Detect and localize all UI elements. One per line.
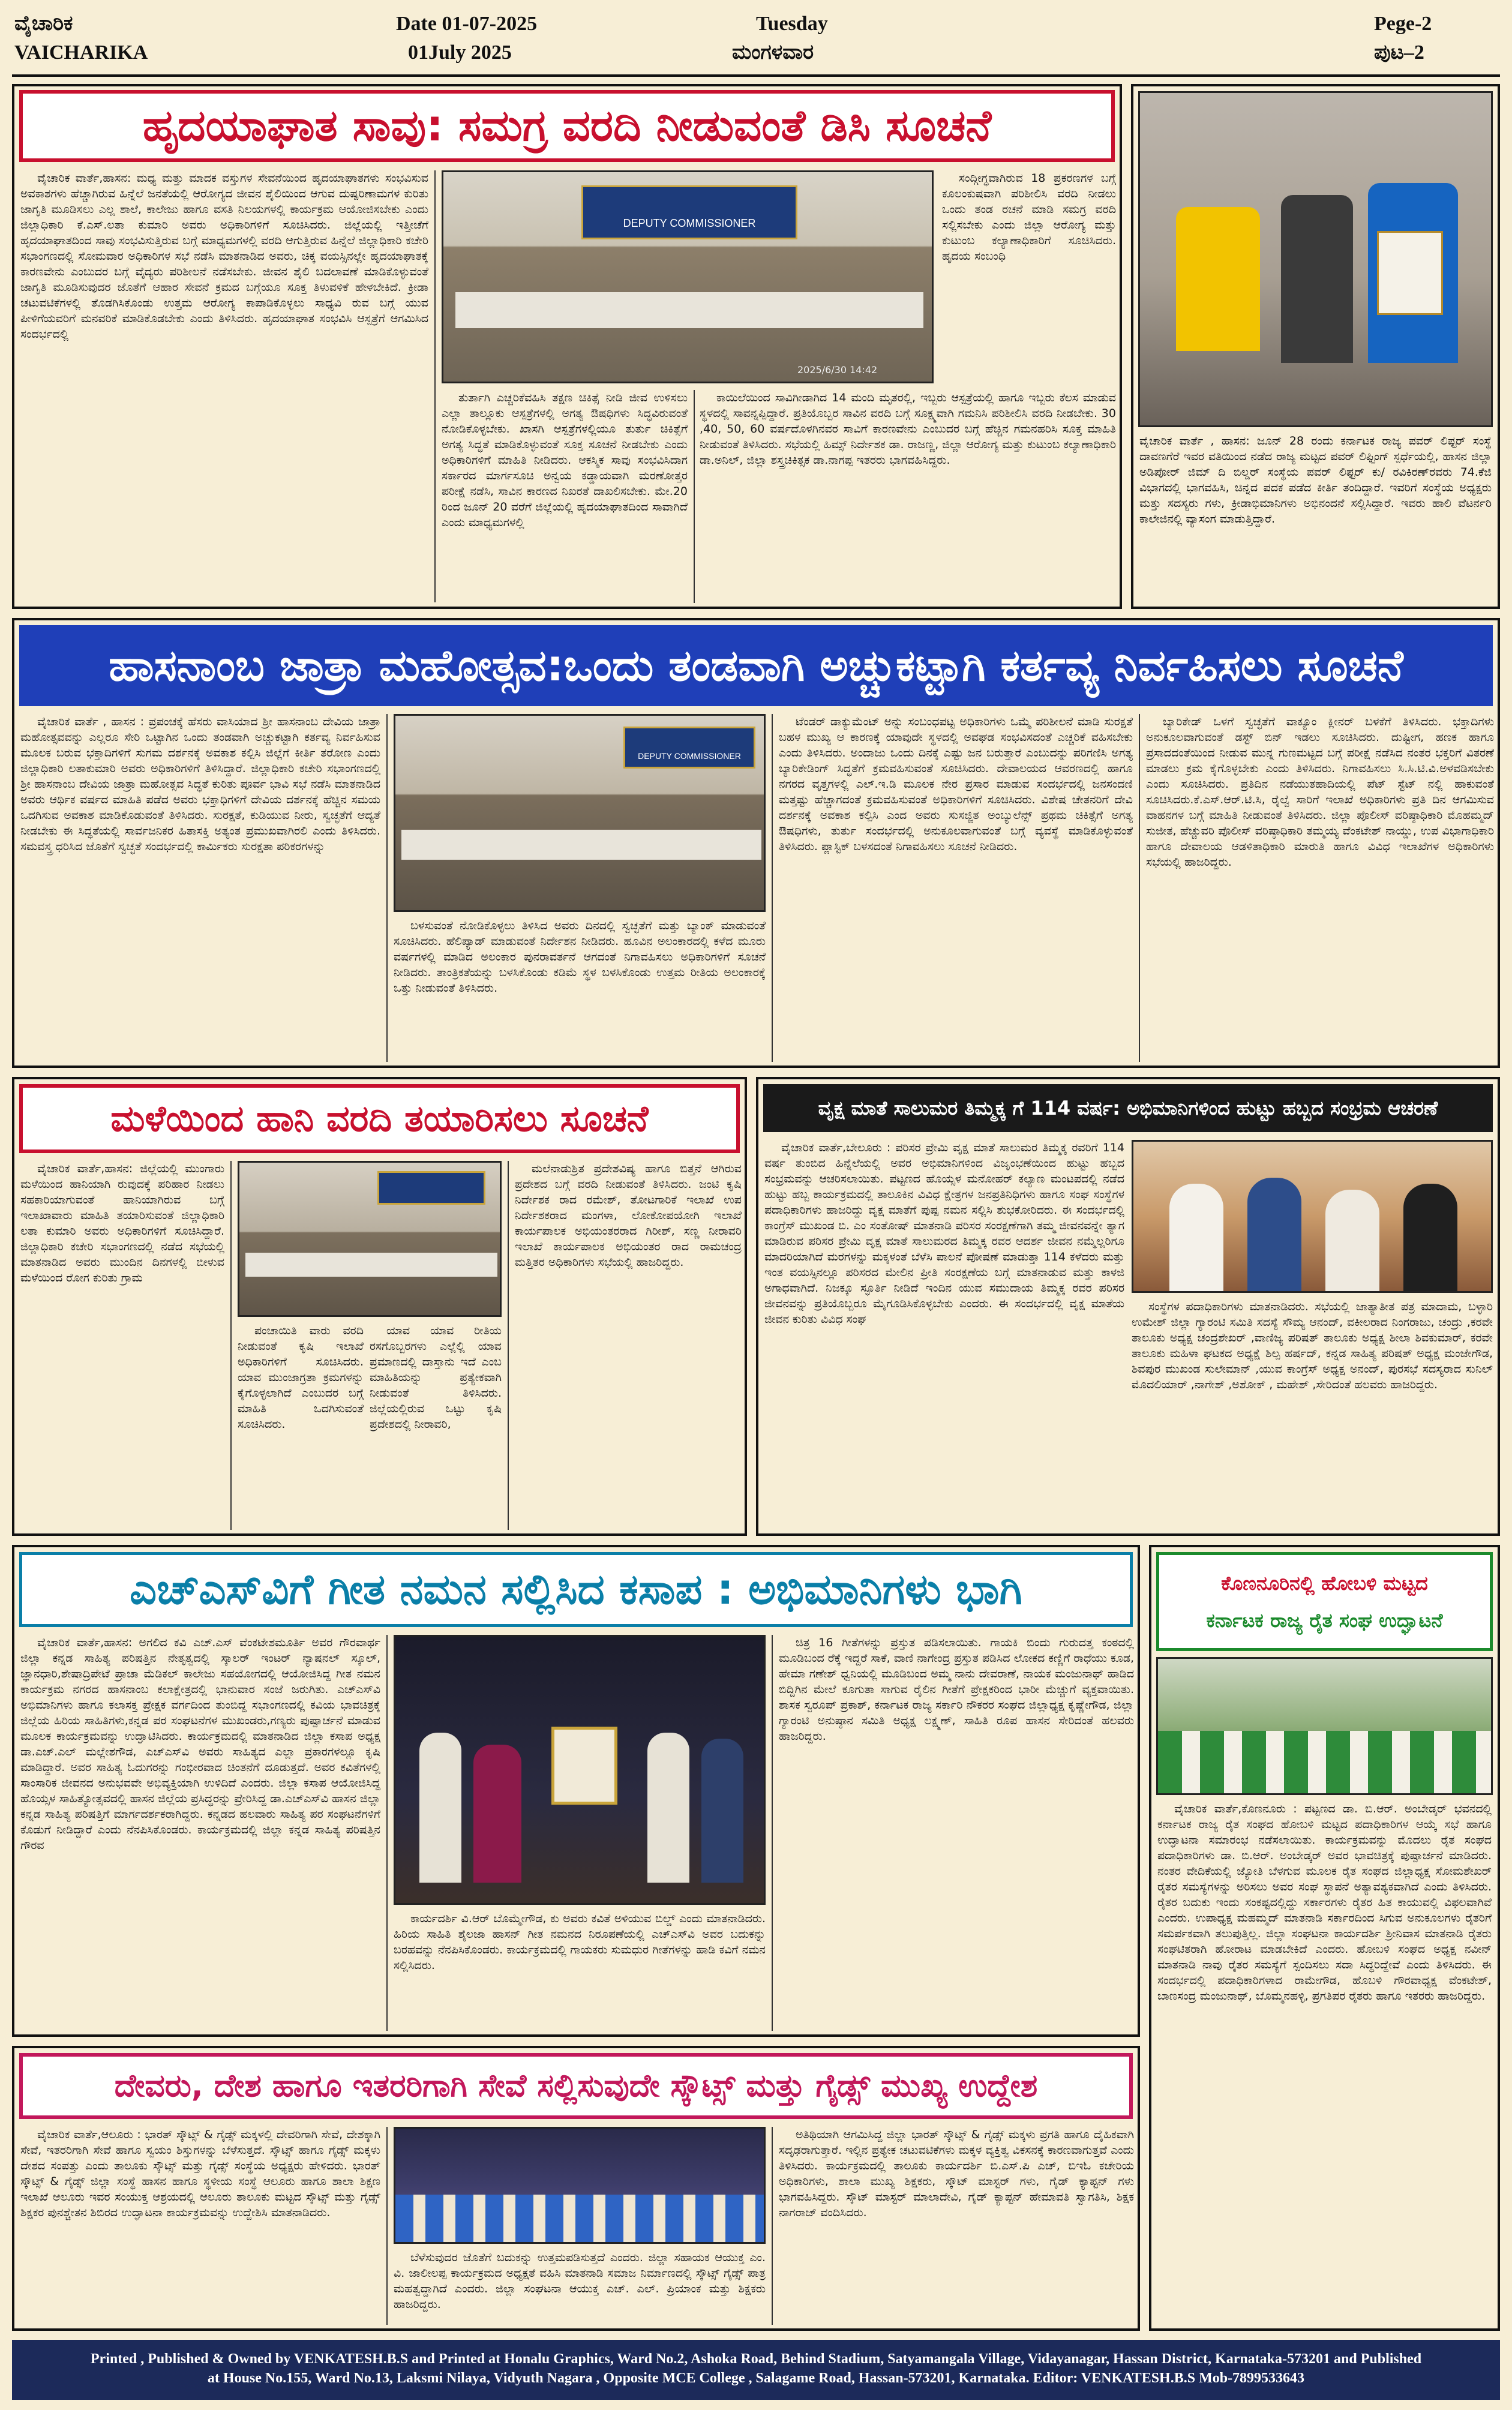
article-body bbox=[779, 1635, 1134, 2031]
headline-hsv-tribute: ಎಚ್‌ಎಸ್‌ವಿಗೆ ಗೀತ ನಮನ ಸಲ್ಲಿಸಿದ ಕಸಾಪ : ಅಭಿಮಾನಿಗಳು ಭಾಗಿ bbox=[19, 1552, 1133, 1627]
day-english: Tuesday bbox=[756, 13, 828, 35]
column-divider bbox=[230, 1161, 232, 1530]
photo-tribute-stage bbox=[394, 1635, 766, 1905]
article-text: ಕಾರ್ಯದರ್ಶಿ ವಿ.ಆರ್ ಬೊಮ್ಮೇಗೌಡ, ಕು ಅವರು ಕವಿತೆ ಅಳಿಯುವ ಬಿಲ್ಡ್ ಎಂದು ಮಾತನಾಡಿದರು. ಹಿರಿಯ ಸಾಹಿತಿ ಶೈಲಜಾ ಹಾಸನ್ ಗೀತ ನಮನದ ನಿರೂಪಣೆಯಲ್ಲಿ ಎಚ್‌ಎಸ್‌ವಿ ಅವರ ಬದುಕನ್ನು ಬರಹವನ್ನು ನೆನಪಿಸಿಕೊಂಡರು. ಕಾರ್ಯಕ್ರಮದಲ್ಲಿ ಗಾಯಕರು ಸುಮಧುರ ಗೀತೆಗಳನ್ನು ಹಾಡಿ ಕವಿಗೆ ನಮನ ಸಲ್ಲಿಸಿದರು. bbox=[394, 1912, 766, 1972]
caption-text: ವೈಚಾರಿಕ ವಾರ್ತೆ , ಹಾಸನ: ಜೂನ್ 28 ರಂದು ಕರ್ನಾಟಕ ರಾಜ್ಯ ಪವರ್ ಲಿಫ್ಟರ್ ಸಂಸ್ಥೆ ದಾವಣಗೆರೆ ಇವರ ವತಿಯಿಂದ ನಡೆದ ರಾಜ್ಯ ಮಟ್ಟದ ಪವರ್ ಲಿಫ್ಟಿಂಗ್ ಸ್ಪರ್ಧೆಯಲ್ಲಿ, ಹಾಸನ ಜಿಲ್ಲಾ ಅಡಿಪೋರ್ ಜಿಮ್ ದಿ ಬಿಲ್ಡರ್ ಸಂಸ್ಥೆಯ ಪವರ್ ಲಿಫ್ಟರ್ ಕು/ ರವಿಕಿರಣ್‌ರವರು 74.ಕೆಜಿ ವಿಭಾಗದಲ್ಲಿ ಭಾಗವಹಿಸಿ, ಚಿನ್ನದ ಪದಕ ಪಡೆದ ಕೀರ್ತಿ ತಂದಿದ್ದಾರೆ. ಇವರಿಗೆ ಸಂಸ್ಥೆಯ ಅಧ್ಯಕ್ಷರು ಮತ್ತು ಸದಸ್ಯರು ಗಳು, ಕ್ರೀಡಾಭಿಮಾನಿಗಳು ಅಭಿನಂದನೆ ಸಲ್ಲಿಸಿದ್ದಾರೆ. ಇವರು ಹಾಲಿ ವೆಟರ್ನರಿ ಕಾಲೇಜಿನಲ್ಲಿ ವ್ಯಾಸಂಗ ಮಾಡುತ್ತಿದ್ದಾರೆ. bbox=[1139, 434, 1492, 526]
article-text: ಬ್ಯಾರಿಕೇಡ್ ಒಳಗೆ ಸ್ವಚ್ಛತೆಗೆ ವಾಕ್ಯೂಂ ಕ್ಲೀನರ್ ಬಳಕೆಗೆ ತಿಳಿಸಿದರು. ಭಕ್ತಾದಿಗಳು ಅನುಕೂಲವಾಗುವಂತೆ ಡಸ್ಟ್ ಬಿನ್ ಇಡಲು ಸೂಚಿಸಿದರು. ದುಷ್ಟೀಗ, ಹಣಕ ಹಾಗೂ ಪ್ರಸಾದದಂತೆಯಿಂದ ನೀಡುವ ಮುನ್ನ ಗುಣಮಟ್ಟದ ಬಗ್ಗೆ ಪರೀಕ್ಷೆ ನಡೆಸಿದ ನಂತರ ಭಕ್ತರಿಗೆ ವಿತರಣೆ ಮಾಡಲು ಕ್ರಮ ಕೈಗೊಳ್ಳಬೇಕು ಎಂದು ತಿಳಿಸಿದರು. ನಿಗಾವಹಿಸಲು ಸಿ.ಸಿ.ಟಿ.ವಿ.ಅಳವಡಿಸಬೇಕು ಎಂದು ಸೂಚಿಸಿದರು. ಪ್ರತಿದಿನ ನಡೆಯುತಹಾದಿಯಲ್ಲಿ ಪೆಟ್ ಸ್ಟೆಟ್ ನಲ್ಲಿ ಹಾಕುವಂತೆ ಸೂಚಿಸಿದರು.ಕೆ.ಎಸ್.ಆರ್.ಟಿ.ಸಿ, ರೈಲ್ವೆ ಸಾರಿಗೆ ಇಲಾಖೆ ಅಧಿಕಾರಿಗಳು ಪ್ರತಿ ದಿನ ಆಗಮಿಸುವ ವಾಹನಗಳ ಬಗ್ಗೆ ಮಾಹಿತಿ ನೀಡುವಂತೆ ತಿಳಿಸಿದರು. ಜಿಲ್ಲಾ ಪೊಲೀಸ್ ವರಿಷ್ಠಾಧಿಕಾರಿ ಮೊಹಮ್ಮದ್ ಸುಜೀತ, ಹೆಚ್ಚುವರಿ ಪೊಲೀಸ್ ವರಿಷ್ಠಾಧಿಕಾರಿ ತಮ್ಮಯ್ಯ ವೆಂಕಟೇಶ್ ನಾಯ್ಡು, ಉಪ ವಿಭಾಗಾಧಿಕಾರಿ ಹಾಗೂ ದೇವಾಲಯ ಆಡಳಿತಾಧಿಕಾರಿ ಮಾರುತಿ ಹಾಗೂ ವಿವಿಧ ಇಲಾಖೆಗಳ ಅಧಿಕಾರಿಗಳು ಸಭೆಯಲ್ಲಿ ಹಾಜರಿದ್ದರು. bbox=[1146, 715, 1494, 869]
column-divider bbox=[1139, 714, 1140, 1062]
headline-bottom: ಕರ್ನಾಟಕ ರಾಜ್ಯ ರೈತ ಸಂಘ ಉದ್ಘಾಟನೆ bbox=[1206, 1608, 1443, 1632]
article-body bbox=[20, 2127, 380, 2325]
nameboard-text: DEPUTY COMMISSIONER bbox=[638, 751, 741, 761]
person bbox=[1247, 1178, 1301, 1292]
article-body bbox=[779, 2127, 1134, 2325]
nameboard-text: DEPUTY COMMISSIONER bbox=[623, 217, 756, 229]
column-divider bbox=[694, 390, 695, 603]
person bbox=[1169, 1184, 1223, 1292]
article-body bbox=[394, 1911, 766, 2031]
article-body bbox=[942, 170, 1116, 383]
article-text: ಸಂದ್ಗೀಗ್ಧವಾಗಿರುವ 18 ಪ್ರಕರಣಗಳ ಬಗ್ಗೆ ಕೂಲಂಕುಷವಾಗಿ ಪರಿಶೀಲಿಸಿ ವರದಿ ನೀಡಲು ಒಂದು ತಂಡ ರಚನೆ ಮಾಡಿ ಸಮಗ್ರ ವರದಿ ಸಲ್ಲಿಸಬೇಕು ಎಂದು ಜಿಲ್ಲಾ ಆರೋಗ್ಯ ಮತ್ತು ಕುಟುಂಬ ಕಲ್ಯಾಣಾಧಿಕಾರಿಗೆ ಸೂಚಿಸಿದರು. ಹೃದಯ ಸಂಬಂಧಿ bbox=[942, 172, 1116, 263]
certificate bbox=[1377, 231, 1443, 315]
article-text: ವೈಚಾರಿಕ ವಾರ್ತೆ , ಹಾಸನ : ಪ್ರಪಂಚಕ್ಕೆ ಹೆಸರು ವಾಸಿಯಾದ ಶ್ರೀ ಹಾಸನಾಂಬ ದೇವಿಯ ಜಾತ್ರಾ ಮಹೋತ್ಸವವನ್ನು ಎಲ್ಲರೂ ಸೇರಿ ಒಟ್ಟಾಗಿನ ಒಂದು ತಂಡವಾಗಿ ಅಚ್ಚುಕಟ್ಟಾಗಿ ಕರ್ತವ್ಯ ನಿರ್ವಹಿಸುವ ಮೂಲಕ ಬರುವ ಭಕ್ತಾದಿಗಳಿಗೆ ಸುಗಮ ದರ್ಶನಕ್ಕೆ ಅವಕಾಶ ಕಲ್ಪಿಸಿ ಜಿಲ್ಲೆಗೆ ಕೀರ್ತಿ ತರೋಣ ಎಂದು ಜಿಲ್ಲಾಧಿಕಾರಿ ಲತಾಕುಮಾರಿ ಅವರು ಅಧಿಕಾರಿಗಳಿಗೆ ತಿಳಿಸಿದ್ದಾರೆ. ಜಿಲ್ಲಾಧಿಕಾರಿ ಕಚೇರಿ ಸಭಾಂಗಣದಲ್ಲಿ ಶ್ರೀ ಹಾಸನಾಂಬ ದೇವಿಯ ಜಾತ್ರಾ ಮಹೋತ್ಸವ ಸಿದ್ಧತೆ ಕುರಿತು ಪೂರ್ವ ಭಾವಿ ಸಭೆ ನಡೆಸಿ ಮಾತನಾಡಿದ ಅವರು ಆರ್ಥಿಕ ವರ್ಷದ ಮಾಹಿತಿ ಪಡೆದ ಅವರು ಭಕ್ತಾಧಿಗಳಿಗೆ ದೇವಿಯ ದರ್ಶನಕ್ಕೆ ಹೆಚ್ಚಿನ ಸಮಯ ಒದಗಿಸುವ ಅವಕಾಶ ಮಾಡಿಕೊಡುವಂತೆ ತಿಳಿಸಿದರು. ಸುರಕ್ಷತೆ, ಕುಡಿಯುವ ನೀರು, ಸ್ವಚ್ಛತೆಗೆ ಆದ್ಯತೆ ನೀಡಬೇಕು ಈ ಸಿದ್ಧತೆಯಲ್ಲಿ ಸಾರ್ವಜನಿಕರ ಹಿತಾಸಕ್ತಿ ಅತ್ಯಂತ ಪ್ರಮುಖವಾಗಿರಲಿ ಎಂದು ತಿಳಿಸಿದರು. ಸಮವಸ್ತ್ರ ಧರಿಸಿದ ಜೊತೆಗೆ ಸ್ವಚ್ಛತೆ ಸಂದರ್ಭದಲ್ಲಿ ಕಾರ್ಮಿಕರು ಸುರಕ್ಷತಾ ಪರಿಕರಗಳನ್ನು bbox=[20, 715, 380, 853]
headline-thimmakka: ವೃಕ್ಷ ಮಾತೆ ಸಾಲುಮರ ತಿಮ್ಮಕ್ಕ ಗೆ 114 ವರ್ಷ: ಅಭಿಮಾನಿಗಳಿಂದ ಹುಟ್ಟು ಹಬ್ಬದ ಸಂಭ್ರಮ ಆಚರಣೆ bbox=[763, 1084, 1493, 1132]
person bbox=[647, 1733, 689, 1883]
photo-hasanamba-meeting bbox=[394, 714, 766, 912]
imprint-footer bbox=[12, 2340, 1500, 2400]
article-body bbox=[1157, 1801, 1492, 2325]
article-text: ಬೆಳೆಸುವುದರ ಜೊತೆಗೆ ಬದುಕನ್ನು ಉತ್ತಮಪಡಿಸುತ್ತದೆ ಎಂದರು. ಜಿಲ್ಲಾ ಸಹಾಯಕ ಆಯುಕ್ತ ಎಂ. ವಿ. ಜಾಲೀಲಪ್ಪ ಕಾರ್ಯಕ್ರಮದ ಅಧ್ಯಕ್ಷತೆ ವಹಿಸಿ ಮಾತನಾಡಿ ಸಮಾಜ ನಿರ್ಮಾಣದಲ್ಲಿ ಸ್ಕೌಟ್ಸ್ ಗೈಡ್ಸ್ ಪಾತ್ರ ಮಹತ್ವದ್ದಾಗಿದೆ ಎಂದರು. ಜಿಲ್ಲಾ ಸಂಘಟನಾ ಆಯುಕ್ತ ಎಚ್. ಎಲ್. ಪ್ರಿಯಾಂಕ ಮತ್ತು ಶಿಕ್ಷಕರು ಹಾಜರಿದ್ದರು. bbox=[394, 2251, 766, 2311]
article-text: ವೈಚಾರಿಕ ವಾರ್ತೆ,ಹಾಸನ: ಅಗಲಿದ ಕವಿ ಎಚ್.ಎಸ್ ವೆಂಕಟೇಶಮೂರ್ತಿ ಅವರ ಗೌರವಾರ್ಥ ಜಿಲ್ಲಾ ಕನ್ನಡ ಸಾಹಿತ್ಯ ಪರಿಷತ್ತಿನ ನೇತೃತ್ವದಲ್ಲಿ ಸ್ಕಾಲರ್ ಇಂಟರ್ ನ್ಯಾಷನಲ್ ಸ್ಕೂಲ್, ಜ್ಞಾನಧಾರಿ,ಶೇಷಾದ್ರಿಪೇಟೆ ಪ್ರಾಚಾ ಮೆಡಿಕಲ್ ಕಾಲೇಜು ಸಹಯೋಗದಲ್ಲಿ ಆಯೋಜಿಸಿದ್ದ ಗೀತ ನಮನ ಕಾರ್ಯಕ್ರಮ ನಗರದ ಹಾಸನಾಂಬ ಕಲಾಕ್ಷೇತ್ರದಲ್ಲಿ ಭಾನುವಾರ ಸಂಜೆ ಜರುಗಿತು. ಎಚ್‌ಎಸ್‌ವಿ ಅಭಿಮಾನಿಗಳು ಹಾಗೂ ಕಲಾಸಕ್ತ ಪ್ರೇಕ್ಷಕ ವರ್ಗದಿಂದ ತುಂಬಿದ್ದ ಸಭಾಂಗಣದಲ್ಲಿ ಕವಿಯ ಭಾವಚಿತ್ರಕ್ಕೆ ಜಿಲ್ಲೆಯ ಹಿರಿಯ ಸಾಹಿತಿಗಳು,ಕನ್ನಡ ಪರ ಸಂಘಟನೆಗಳ ಮುಖಂಡರು,ಗಣ್ಯರು ಪುಷ್ಪಾರ್ಚನೆ ಮಾಡುವ ಮೂಲಕ ಕಾರ್ಯಕ್ರಮವನ್ನು ಉದ್ಘಾಟಿಸಿದರು. ಕಾರ್ಯಕ್ರಮದಲ್ಲಿ ಮಾತನಾಡಿದ ಜಿಲ್ಲಾ ಕಸಾಪ ಅಧ್ಯಕ್ಷ ಡಾ.ಎಚ್.ಎಲ್ ಮಲ್ಲೇಶಗೌಡ, ಎಚ್‌ಎಸ್‌ವಿ ಅವರು ಸಾಹಿತ್ಯದ ಎಲ್ಲಾ ಪ್ರಕಾರಗಳಲ್ಲೂ ಕೃಷಿ ಮಾಡಿದ್ದಾರೆ. ಅವರ ಸಾಹಿತ್ಯ ಓದುಗರನ್ನು ಗಂಭೀರವಾದ ಚಿಂತನೆಗೆ ದೂಡುತ್ತದೆ. ಅವರ ಕವಿತೆಗಳಲ್ಲಿ ಸಾಂಸಾರಿಕ ಜೀವನದ ಅನುಭವವೇ ಅಭಿವ್ಯಕ್ತಿಯಾಗಿ ಉಳಿದಿದೆ ಎಂದರು. ಜಿಲ್ಲಾ ಕಸಾಪ ಆಯೋಜಿಸಿದ್ದ ಹೊಯ್ಸಳ ಸಾಹಿತ್ಯೋತ್ಸವದಲ್ಲಿ ಹಾಸನ ಜಿಲ್ಲೆಯ ಪ್ರಸಿದ್ಧರನ್ನು ಪ್ರೇರಿಸಿದ್ದ ಡಾ.ಎಚ್‌ಎಸ್‌ವಿ ಹಾಸನ ಜಿಲ್ಲಾ ಕನ್ನಡ ಸಾಹಿತ್ಯ ಪರಿಷತ್ತಿಗೆ ಮಾರ್ಗದರ್ಶಕರಾಗಿದ್ದರು. ಕನ್ನಡದ ಹಲವಾರು ಸಾಹಿತ್ಯ ಪರ ಸಂಘಟನೆಗಳಿಗೆ ಕೊಡುಗೆ ನೀಡಿದ್ದಾರೆ ಎಂದು ನೆನಪಿಸಿಕೊಂಡರು. ಕಾರ್ಯಕ್ರಮದಲ್ಲಿ ಜಿಲ್ಲಾ ಕನ್ನಡ ಸಾಹಿತ್ಯ ಪರಿಷತ್ತಿನ ಗೌರವ bbox=[20, 1636, 380, 1852]
article-text: ವೈಚಾರಿಕ ವಾರ್ತೆ,ಕೊಣನೂರು : ಪಟ್ಟಣದ ಡಾ. ಬಿ.ಆರ್. ಅಂಬೇಡ್ಕರ್ ಭವನದಲ್ಲಿ ಕರ್ನಾಟಕ ರಾಜ್ಯ ರೈತ ಸಂಘದ ಹೋಬಳಿ ಮಟ್ಟದ ಪದಾಧಿಕಾರಿಗಳ ಆಯ್ಕೆ ಸಭೆ ಹಾಗೂ ಉದ್ಘಾಟನಾ ಸಮಾರಂಭ ನಡೆಸಲಾಯಿತು. ಕಾರ್ಯಕ್ರಮವನ್ನು ಮೊದಲು ರೈತ ಸಂಘದ ಪದಾಧಿಕಾರಿಗಳು ಡಾ. ಬಿ.ಆರ್. ಅಂಬೇಡ್ಕರ್ ಅವರ ಭಾವಚಿತ್ರಕ್ಕೆ ಪುಷ್ಪಾರ್ಚನೆ ಮಾಡಿದರು. ನಂತರ ವೇದಿಕೆಯಲ್ಲಿ ಜ್ಯೋತಿ ಬೆಳಗುವ ಮೂಲಕ ರೈತ ಸಂಘದ ಜಿಲ್ಲಾಧ್ಯಕ್ಷ ಸೋಮಶೇಖರ್ ರೈತರ ಸಮಸ್ಯೆಗಳನ್ನು ಅರಿಸಲು ಅವರ ಸಂಘ ಸ್ಥಾಪನೆ ಅತ್ಯಾವಶ್ಯಕವಾಗಿದೆ ಎಂದು ತಿಳಿಸಿದರು. ರೈತರ ಬದುಕು ಇಂದು ಸಂಕಷ್ಟದಲ್ಲಿದ್ದು ಸರ್ಕಾರಗಳು ರೈತರ ಹಿತ ಕಾಯುವಲ್ಲಿ ವಿಫಲವಾಗಿವೆ ಎಂದರು. ಉಪಾಧ್ಯಕ್ಷ ಮಹಮ್ಮದ್ ಮಾತನಾಡಿ ಸರ್ಕಾರದಿಂದ ಸಿಗುವ ಅನುಕೂಲಗಳು ರೈತರಿಗೆ ಸಮರ್ಪಕವಾಗಿ ತಲುಪುತ್ತಿಲ್ಲ. ಜಿಲ್ಲಾ ಸಂಘಟನಾ ಕಾರ್ಯದರ್ಶಿ ಶ್ರೀನಿವಾಸ ಮಾತನಾಡಿ ರೈತರು ಸಂಘಟಿತರಾಗಿ ಹೋರಾಟ ಮಾಡಬೇಕಿದೆ ಎಂದರು. ಹೋಬಳಿ ಸಂಘದ ಅಧ್ಯಕ್ಷ ನವೀನ್ ಮಾತನಾಡಿ ನಾವು ರೈತರ ಸಮಸ್ಯೆಗೆ ಸ್ಪಂದಿಸಲು ಸದಾ ಸಿದ್ಧರಿದ್ದೇವೆ ಎಂದು ತಿಳಿಸಿದರು. ಈ ಸಂದರ್ಭದಲ್ಲಿ ಪದಾಧಿಕಾರಿಗಳಾದ ರಾಮೇಗೌಡ, ಹೊಬಳಿ ಗೌರವಾಧ್ಯಕ್ಷ ವೆಂಕಟೇಶ್, ಬಾಣಸಂದ್ರ ಮಂಜುನಾಥ್, ಬೊಮ್ಮನಹಳ್ಳಿ, ಪ್ರಗತಿಪರ ರೈತರು ಹಾಗೂ ಇತರರು ಹಾಜರಿದ್ದರು. bbox=[1157, 1802, 1492, 2003]
article-text: ಅತಿಥಿಯಾಗಿ ಆಗಮಿಸಿದ್ದ ಜಿಲ್ಲಾ ಭಾರತ್ ಸ್ಕೌಟ್ಸ್ & ಗೈಡ್ಸ್ ಮಕ್ಕಳು ಪ್ರಗತಿ ಹಾಗೂ ದೈಹಿಕವಾಗಿ ಸದೃಢರಾಗುತ್ತಾರೆ. ಇಲ್ಲಿನ ಪ್ರತ್ಯೇಕ ಚಟುವಟಿಕೆಗಳು ಮಕ್ಕಳ ವ್ಯಕ್ತಿತ್ವ ವಿಕಸನಕ್ಕೆ ಕಾರಣವಾಗುತ್ತವೆ ಎಂದು ತಿಳಿಸಿದರು. ಕಾರ್ಯಕ್ರಮದಲ್ಲಿ ತಾಲೂಕು ಕಾರ್ಯದರ್ಶಿ ಬಿ.ಎಸ್.ಪಿ ಎಚ್, ಬಿಇಓ ಕಚೇರಿಯ ಅಧಿಕಾರಿಗಳು, ಶಾಲಾ ಮುಖ್ಯ ಶಿಕ್ಷಕರು, ಸ್ಕೌಟ್ ಮಾಸ್ಟರ್ ಗಳು, ಗೈಡ್ ಕ್ಯಾಪ್ಟನ್ ಗಳು ಭಾಗವಹಿಸಿದ್ದರು. ಸ್ಕೌಟ್ ಮಾಸ್ಟರ್ ಮಾಲಾದೇವಿ, ಗೈಡ್ ಕ್ಯಾಪ್ಟನ್ ಹೇಮಾವತಿ ಸ್ವಾಗತಿಸಿ, ಶಿಕ್ಷಕ ನಾಗರಾಜ್ ವಂದಿಸಿದರು. bbox=[779, 2128, 1134, 2219]
page-number-kannada: ಪುಟ–2 bbox=[1374, 41, 1424, 64]
article-text: ಮಲೆನಾಡುಶ್ರಿತ ಪ್ರದೇಶವಿಷ್ಯ ಹಾಗೂ ಬಿತ್ತನೆ ಆಗಿರುವ ಪ್ರದೇಶದ ಬಗ್ಗೆ ವರದಿ ನೀಡುವಂತೆ ತಿಳಿಸಿದರು. ಜಂಟಿ ಕೃಷಿ ನಿರ್ದೇಶಕ ರಾದ ರಮೇಶ್, ತೋಟಗಾರಿಕೆ ಇಲಾಖೆ ಉಪ ನಿರ್ದೇಶಕರಾದ ಮಂಗಳಾ, ಲೋಕೋಪಯೋಗಿ ಇಲಾಖೆ ಕಾರ್ಯಪಾಲಕ ಅಭಿಯಂತರರಾದ ಗಿರೀಶ್, ಸಣ್ಣ ನೀರಾವರಿ ಇಲಾಖೆ ಕಾರ್ಯಪಾಲಕ ಅಭಿಯಂತರ ರಾದ ರಾಮಚಂದ್ರ ಮತ್ತಿತರ ಅಧಿಕಾರಿಗಳು ಸಭೆಯಲ್ಲಿ ಹಾಜರಿದ್ದರು. bbox=[515, 1162, 742, 1269]
person-yellow-shirt bbox=[1176, 207, 1260, 351]
masthead bbox=[12, 11, 1500, 77]
table bbox=[245, 1253, 497, 1277]
photo-birthday-celebration bbox=[1132, 1140, 1493, 1293]
nameboard bbox=[581, 185, 797, 239]
article-body bbox=[238, 1323, 364, 1530]
poet-portrait bbox=[551, 1727, 617, 1805]
column-divider bbox=[508, 1161, 509, 1530]
article-text: ವೈಚಾರಿಕ ವಾರ್ತೆ,ಬೇಲೂರು : ಪರಿಸರ ಪ್ರೇಮಿ ವೃಕ್ಷ ಮಾತೆ ಸಾಲುಮರ ತಿಮ್ಮಕ್ಕ ರವರಿಗೆ 114 ವರ್ಷ ತುಂಬಿದ ಹಿನ್ನೆಲೆಯಲ್ಲಿ ಅವರ ಅಭಿಮಾನಿಗಳಿಂದ ವಿಜೃಂಭಣೆಯಿಂದ ಹುಟ್ಟು ಹಬ್ಬದ ಸಂಭ್ರಮವನ್ನು ಆಚರಿಸಲಾಯಿತು. ಪಟ್ಟಣದ ಹೊಯ್ಸಳ ಮನೋಹರ್ ಕಲ್ಯಾಣ ಮಂಟಪದಲ್ಲಿ ನಡೆದ ಹುಟ್ಟು ಹಬ್ಬ ಕಾರ್ಯಕ್ರಮದಲ್ಲಿ ತಾಲೂಕಿನ ವಿವಿಧ ಕ್ಷೇತ್ರಗಳ ಜನಪ್ರತಿನಿಧಿಗಳು ಹಾಗೂ ಸಂಘ ಸಂಸ್ಥೆಗಳ ಪದಾಧಿಕಾರಿಗಳು ಹಾಜರಿದ್ದು ವೃಕ್ಷ ಮಾತೆಗೆ ಪುಷ್ಪ ನಮನ ಸಲ್ಲಿಸಿ ಶುಭಕೋರಿದರು. ಈ ಸಂದರ್ಭದಲ್ಲಿ ಕಾಂಗ್ರೆಸ್ ಮುಖಂಡ ಬಿ. ಎಂ ಸಂತೋಷ್ ಮಾತನಾಡಿ ಪರಿಸರ ಸಂರಕ್ಷಣೆಗಾಗಿ ತಮ್ಮ ಜೀವನವನ್ನೇ ತ್ಯಾಗ ಮಾಡಿರುವ ಪರಿಸರ ಪ್ರೇಮಿ ವೃಕ್ಷ ಮಾತೆ ಸಾಲುಮರದ ತಿಮ್ಮಕ್ಕ ರವರ ಆದರ್ಶ ಜೀವನ ನಮ್ಮೆಲ್ಲರಿಗೂ ಮಾದರಿಯಾಗಿದೆ ಮರಗಳನ್ನು ಮಕ್ಕಳಂತೆ ಬೆಳೆಸಿ ಪಾಲನೆ ಪೋಷಣೆ ಮಾಡುತ್ತಾ 114 ಕಳೆದರು ಮತ್ತು ಇಂತ ವಯಸ್ಸಿನಲ್ಲೂ ಪರಿಸರದ ಮೇಲಿನ ಪ್ರೀತಿ ಸಂರಕ್ಷಣೆಯ ಬಗ್ಗೆ ಮಾತನಾಡುವ ಮತ್ತು ಕಾಳಜಿ ಅಗಾಧವಾಗಿದೆ. ನಿಜಕ್ಕೂ ಸ್ಫೂರ್ತಿ ನೀಡಿದೆ ಇಂದಿನ ಯುವ ಸಮುದಾಯ ತಿಮ್ಮಕ್ಕ ರವರ ಪರಿಸರ ಜೀವನವನ್ನು ಪ್ರತಿಯೊಬ್ಬರೂ ಮೈಗೂಡಿಸಿಕೊಳ್ಳಬೇಕು ಎಂದರು. ಈ ಸಂದರ್ಭದಲ್ಲಿ ವೃಕ್ಷ ಮಾತೆಯ ಜೀವನ ಕುರಿತು ವಿವಿಧ ಸಂಘ bbox=[764, 1141, 1124, 1326]
article-body bbox=[442, 390, 688, 603]
day-kannada: ಮಂಗಳವಾರ bbox=[732, 41, 814, 64]
headline-raita-sangha bbox=[1156, 1552, 1493, 1651]
photo-meeting-hall bbox=[442, 170, 934, 383]
person bbox=[1325, 1190, 1379, 1292]
paper-name-english: VAICHARIKA bbox=[14, 41, 148, 64]
article-text: ವೈಚಾರಿಕ ವಾರ್ತೆ,ಹಾಸನ: ಮಧ್ಯ ಮತ್ತು ಮಾದಕ ವಸ್ತುಗಳ ಸೇವನೆಯಿಂದ ಹೃದಯಾಘಾತಗಳು ಸಂಭವಿಸುವ ಅವಕಾಶಗಳು ಹೆಚ್ಚಾಗಿರುವ ಹಿನ್ನೆಲೆ ಜನತೆಯಲ್ಲಿ ಆರೋಗ್ಯದ ಜೀವನ ಶೈಲಿಯಿಂದ ಆಗುವ ದುಷ್ಪರಿಣಾಮಗಳ ಕುರಿತು ಜಾಗೃತಿ ಮೂಡಿಸಲು ಎಲ್ಲ ಶಾಲೆ, ಕಾಲೇಜು ಹಾಗೂ ವಸತಿ ನಿಲಯಗಳಲ್ಲಿ ಕಾರ್ಯಕ್ರಮ ಆಯೋಜಿಸಬೇಕು ಎಂದು ಜಿಲ್ಲಾಧಿಕಾರಿ ಕೆ.ಎಸ್.ಲತಾ ಕುಮಾರಿ ಅವರು ಅಧಿಕಾರಿಗಳಿಗೆ ಸೂಚಿಸಿದರು. ಜಿಲ್ಲೆಯಲ್ಲಿ ಇತ್ತೀಚೆಗೆ ಹೃದಯಾಘಾತದಿಂದ ಸಾವು ಸಂಭವಿಸುತ್ತಿರುವ ಬಗ್ಗೆ ಮಾಧ್ಯಮಗಳಲ್ಲಿ ವರದಿ ಆಗುತ್ತಿರುವ ಹಿನ್ನೆಲೆ ಜಿಲ್ಲಾಧಿಕಾರಿ ಕಚೇರಿ ಸಭಾಂಗಣದಲ್ಲಿ ಸೋಮವಾರ ಅಧಿಕಾರಿಗಳ ಸಭೆ ನಡೆಸಿ ಮಾತನಾಡಿದ ಅವರು, ಚಿಕ್ಕ ವಯಸ್ಸಿನಲ್ಲೇ ಹೃದಯಾಘಾತಕ್ಕೆ ಕಾರಣವೇನು ಎಂಬುದರ ಬಗ್ಗೆ ವೈದ್ಯರು ಪರಿಶೀಲನೆ ನಡೆಸಬೇಕು. ಜೀವನ ಶೈಲಿ ಬದಲಾವಣೆ ಮಾಡಿಕೊಳ್ಳುವಂತೆ ಜಾಗೃತಿ ಮೂಡಿಸುವುದರ ಜೊತೆಗೆ ಆಹಾರ ಸೇವನೆ ಕ್ರಮದ ಬಗ್ಗೆಯೂ ಸೂಕ್ತ ತಿಳುವಳಿಕೆ ಹೇಳಬೇಕಿದೆ. ಕ್ರೀಡಾ ಚಟುವಟಿಕೆಗಳಲ್ಲಿ ತೊಡಗಿಸಿಕೊಂಡು ಉತ್ತಮ ಆರೋಗ್ಯ ಕಾಪಾಡಿಕೊಳ್ಳಲು ಸಾಧ್ಯವಿ ರುವ ಬಗ್ಗೆ ಯುವ ಪೀಳಿಗೆಯವರಿಗೆ ಮನವರಿಕೆ ಮಾಡಿಕೊಡಬೇಕು ಎಂದು ತಿಳಿಸಿದರು. ಹೃದಯಾಘಾತ ಸಂಭವಿಸಿ ಆಸ್ಪತ್ರೆಗೆ ಆಗಮಿಸಿದ ಸಂದರ್ಭದಲ್ಲಿ bbox=[20, 172, 428, 341]
article-text: ವೈಚಾರಿಕ ವಾರ್ತೆ,ಆಲೂರು : ಭಾರತ್ ಸ್ಕೌಟ್ಸ್ & ಗೈಡ್ಸ್ ಮಕ್ಕಳಲ್ಲಿ ದೇವರಿಗಾಗಿ ಸೇವೆ, ದೇಶಕ್ಕಾಗಿ ಸೇವೆ, ಇತರರಿಗಾಗಿ ಸೇವೆ ಹಾಗೂ ಸ್ವಯಂ ಶಿಸ್ತುಗಳನ್ನು ಬೆಳೆಸುತ್ತದೆ. ಸ್ಕೌಟ್ಸ್ ಹಾಗೂ ಗೈಡ್ಸ್ ಮಕ್ಕಳು ದೇಶದ ಸಂಪತ್ತು ಎಂದು ತಾಲೂಕು ಸ್ಕೌಟ್ಸ್ ಮತ್ತು ಗೈಡ್ಸ್ ಸಂಸ್ಥೆಯ ಅಧ್ಯಕ್ಷರು ಹೇಳಿದರು. ಭಾರತ್ ಸ್ಕೌಟ್ಸ್ & ಗೈಡ್ಸ್ ಜಿಲ್ಲಾ ಸಂಸ್ಥೆ ಹಾಸನ ಹಾಗೂ ಸ್ಥಳೀಯ ಸಂಸ್ಥೆ ಆಲೂರು ಹಾಗೂ ಶಾಲಾ ಶಿಕ್ಷಣ ಇಲಾಖೆ ಆಲೂರು ಇವರ ಸಂಯುಕ್ತ ಆಶ್ರಯದಲ್ಲಿ ಆಲೂರು ತಾಲೂಕು ಮಟ್ಟದ ಸ್ಕೌಟ್ಸ್ ಮತ್ತು ಗೈಡ್ಸ್ ಶಿಕ್ಷಕರ ಪುನಶ್ಚೇತನ ಶಿಬಿರದ ಉದ್ಘಾಟನಾ ಕಾರ್ಯಕ್ರಮವನ್ನು ಉದ್ದೇಶಿಸಿ ಮಾತನಾಡಿದರು. bbox=[20, 2128, 380, 2219]
article-body bbox=[764, 1140, 1124, 1530]
article-text: ಬಳಸುವಂತೆ ನೋಡಿಕೊಳ್ಳಲು ತಿಳಿಸಿದ ಅವರು ದಿನದಲ್ಲಿ ಸ್ವಚ್ಛತೆಗೆ ಮತ್ತು ಬ್ಯಾಂಕ್ ಮಾಡುವಂತೆ ಸೂಚಿಸಿದರು. ಹೆಲಿಪ್ಯಾಡ್ ಮಾಡುವಂತೆ ನಿರ್ದೇಶನ ನೀಡಿದರು. ಹೂವಿನ ಅಲಂಕಾರದಲ್ಲಿ ಕಳೆದ ಮೂರು ವರ್ಷಗಳಲ್ಲಿ ಮಾಡಿದ ಅಲಂಕಾರ ಪುನರಾವರ್ತನೆ ಆಗದಂತೆ ನಿಗಾವಹಿಸಲು ಅಧಿಕಾರಿಗಳಿಗೆ ಸೂಚನೆ ನೀಡಿದರು. ತಾಂತ್ರಿಕತೆಯನ್ನು ಬಳಸಿಕೊಂಡು ಕಡಿಮೆ ಸ್ಥಳ ಬಳಸಿಕೊಂಡು ಉತ್ತಮ ರೀತಿಯ ಅಲಂಕಾರಕ್ಕೆ ಒತ್ತು ನೀಡುವಂತೆ ತಿಳಿಸಿದರು. bbox=[394, 919, 766, 995]
headline-heart-attack: ಹೃದಯಾಘಾತ ಸಾವು: ಸಮಗ್ರ ವರದಿ ನೀಡುವಂತೆ ಡಿಸಿ ಸೂಚನೆ bbox=[19, 90, 1115, 162]
imprint-line-1: Printed , Published & Owned by VENKATESH.B.S and Printed at Honalu Graphics, Ward No.2, Ashoka Road, Behind Stadium, Satyamangala Village, Vidayanagar, Hassan District, Karnataka-573201 and Published bbox=[90, 2351, 1422, 2367]
person bbox=[419, 1733, 461, 1883]
article-body bbox=[20, 170, 428, 602]
date-text: 01July 2025 bbox=[408, 41, 512, 64]
headline-scouts: ದೇವರು, ದೇಶ ಹಾಗೂ ಇತರರಿಗಾಗಿ ಸೇವೆ ಸಲ್ಲಿಸುವುದೇ ಸ್ಕೌಟ್ಸ್ ಮತ್ತು ಗೈಡ್ಸ್ ಮುಖ್ಯ ಉದ್ದೇಶ bbox=[19, 2053, 1133, 2119]
article-body bbox=[1146, 714, 1494, 1062]
article-text: ಪಂಚಾಯಿತಿ ವಾರು ವರದಿ ನೀಡುವಂತೆ ಕೃಷಿ ಇಲಾಖೆ ಅಧಿಕಾರಿಗಳಿಗೆ ಸೂಚಿಸಿದರು. ಯಾವ ಮುಂಜಾಗ್ರತಾ ಕ್ರಮಗಳನ್ನು ಕೈಗೊಳ್ಳಲಾಗಿದೆ ಎಂಬುದರ ಬಗ್ಗೆ ಮಾಹಿತಿ ಒದಗಿಸುವಂತೆ ಸೂಚಿಸಿದರು. bbox=[238, 1324, 364, 1431]
column-divider bbox=[386, 2127, 388, 2325]
nameboard bbox=[623, 727, 755, 769]
photo-timestamp: 2025/6/30 14:42 bbox=[797, 364, 878, 376]
article-text: ಕಾಯಿಲೆಯಿಂದ ಸಾವಿಗೀಡಾಗಿದ 14 ಮಂದಿ ಮೃತರಲ್ಲಿ, ಇಬ್ಬರು ಆಸ್ಪತ್ರೆಯಲ್ಲಿ ಹಾಗೂ ಇಬ್ಬರು ಕೆಲಸ ಮಾಡುವ ಸ್ಥಳದಲ್ಲಿ ಸಾವನ್ನಪ್ಪಿದ್ದಾರೆ. ಪ್ರತಿಯೊಬ್ಬರ ಸಾವಿನ ವರದಿ ಬಗ್ಗೆ ಸೂಕ್ಷ್ಮವಾಗಿ ಗಮನಿಸಿ ಪರಿಶೀಲಿಸಿ ವರದಿ ನೀಡಬೇಕು. 30 ,40, 50, 60 ವರ್ಷದೊಳಗಿನವರ ಸಾವಿಗೆ ಕಾರಣವೇನು ಎಂಬುದರ ಬಗ್ಗೆ ಹೆಚ್ಚಿನ ಗಮನಹರಿಸಿ ಸೂಕ್ತ ಮಾಹಿತಿ ನೀಡುವಂತೆ ತಿಳಿಸಿದರು. ಸಭೆಯಲ್ಲಿ ಹಿಮ್ಸ್ ನಿರ್ದೇಶಕ ಡಾ. ರಾಜಣ್ಣ, ಜಿಲ್ಲಾ ಆರೋಗ್ಯ ಮತ್ತು ಕುಟುಂಬ ಕಲ್ಯಾಣಾಧಿಕಾರಿ ಡಾ.ಅನಿಲ್, ಜಿಲ್ಲಾ ಶಸ್ತ್ರಚಿಕಿತ್ಸಕ ಡಾ.ನಾಗಪ್ಪ ಇತರರು ಭಾಗವಹಿಸಿದ್ದರು. bbox=[700, 391, 1116, 467]
crowd bbox=[1158, 1731, 1493, 1795]
article-text: ಚಿತ್ರ 16 ಗೀತೆಗಳನ್ನು ಪ್ರಸ್ತುತ ಪಡಿಸಲಾಯಿತು. ಗಾಯಕಿ ಬಿಂದು ಗುರುದತ್ತ ಕಂಠದಲ್ಲಿ ಮೂಡಿಬಂದ ರೆಕ್ಕೆ ಇದ್ದರೆ ಸಾಕೆ, ವಾಣಿ ನಾಗೇಂದ್ರ ಪ್ರಸ್ತುತ ಪಡಿಸಿದ ಲೋಕದ ಕಣ್ಣಿಗೆ ರಾಧೆಯು ಕೂಡ, ಹೇಮಾ ಗಣೇಶ್ ಧ್ವನಿಯಲ್ಲಿ ಮೂಡಿಬಂದ ಅಮ್ಮ ನಾನು ದೇವರಾಣೆ, ನಾಯಕ ಮಂಜುನಾಥ್ ಹಾಡಿದ ಬಿದ್ದಿಗಿನ ಮೇಲೆ ಕೂಗುತಾ ಸಾಗುವ ರೈಲಿನ ಗೀತೆಗೆ ಪ್ರೇಕ್ಷಕರಿಂದ ಭಾರೀ ಮೆಚ್ಚುಗೆ ವ್ಯಕ್ತವಾಯಿತು. ಶಾಸಕ ಸ್ವರೂಪ್ ಪ್ರಕಾಶ್, ಕರ್ನಾಟಕ ರಾಜ್ಯ ಸರ್ಕಾರಿ ನೌಕರರ ಸಂಘದ ಜಿಲ್ಲಾಧ್ಯಕ್ಷ ಕೃಷ್ಣೇಗೌಡ, ಜಿಲ್ಲಾ ಗ್ಯಾರಂಟಿ ಅನುಷ್ಠಾನ ಸಮಿತಿ ಅಧ್ಯಕ್ಷ ಲಕ್ಷ್ಮಣ್, ಸಾಹಿತಿ ರೂಪ ಹಾಸನ ಸೇರಿದಂತೆ ಹಲವರು ಹಾಜರಿದ್ದರು. bbox=[779, 1636, 1134, 1743]
imprint-line-2: at House No.155, Ward No.13, Laksmi Nilaya, Vidyuth Nagara , Opposite MCE College , Salagame Road, Hassan-573201, Karnataka. Editor: VENKATESH.B.S Mob-7899533643 bbox=[207, 2370, 1305, 2386]
column-divider bbox=[772, 714, 773, 1062]
article-body bbox=[1132, 1299, 1493, 1530]
article-body bbox=[370, 1323, 502, 1530]
photo-rain-meeting bbox=[238, 1161, 502, 1317]
article-body bbox=[394, 2250, 766, 2325]
table bbox=[455, 292, 923, 328]
date-label: Date 01-07-2025 bbox=[396, 13, 538, 35]
scout-children bbox=[395, 2195, 766, 2244]
photo-athletes bbox=[1138, 91, 1493, 427]
paper-name-kannada: ವೈಚಾರಿಕ bbox=[14, 13, 73, 35]
person bbox=[1403, 1184, 1457, 1292]
table bbox=[401, 830, 761, 860]
article-text: ಸಂಸ್ಥೆಗಳ ಪದಾಧಿಕಾರಿಗಳು ಮಾತನಾಡಿದರು. ಸಭೆಯಲ್ಲಿ ಜಾತ್ಯಾತೀತ ಪತ್ರ ಮಾದಾಮ, ಬಳ್ಳಾರಿ ಉಮೇಶ್ ಜಿಲ್ಲಾ ಗ್ಯಾರಂಟಿ ಸಮಿತಿ ಸದಸ್ಯೆ ಸೌಮ್ಯ ಆನಂದ್, ವಕೀಲರಾದ ನಿಂಗರಾಜು, ಚಂದ್ರು ,ಕರವೇ ತಾಲೂಕು ಅಧ್ಯಕ್ಷ ಚಂದ್ರಶೇಖರ್ ,ವಾಣಿಜ್ಯ ಪರಿಷತ್ ತಾಲೂಕು ಅಧ್ಯಕ್ಷ ಶೀಲಾ ಶಿವಕುಮಾರ್, ಕರವೇ ತಾಲೂಕು ಮಹಿಳಾ ಘಟಕದ ಅಧ್ಯಕ್ಷೆ ಶಿಲ್ಪ ಹರ್ಷದ್, ಕನ್ನಡ ಸಾಹಿತ್ಯ ಪರಿಷತ್ ಅಧ್ಯಕ್ಷ ಮಂಜೇಗೌಡ, ಶಿವಪುರ ಮುಖಂಡ ಸುಲೇಮಾನ್ ,ಯುವ ಕಾಂಗ್ರೆಸ್ ಅಧ್ಯಕ್ಷ ಅನಂದ್, ಪುರಸಭೆ ಸದಸ್ಯರಾದ ಸುನಿಲ್ ಮೊದಲಿಯಾರ್ ,ನಾಗೇಶ್ ,ಅಶೋಕ್ , ಮಹೇಶ್ ,ಸೇರಿದಂತೆ ಹಲವರು ಹಾಜರಿದ್ದರು. bbox=[1132, 1300, 1493, 1391]
column-divider bbox=[772, 2127, 773, 2325]
article-body bbox=[779, 714, 1133, 1062]
article-text: ಯಾವ ಯಾವ ರೀತಿಯ ರಸಗೊಬ್ಬರಗಳು ಎಲ್ಲೆಲ್ಲಿ ಯಾವ ಪ್ರಮಾಣದಲ್ಲಿ ದಾಸ್ತಾನು ಇದೆ ಎಂಬ ಮಾಹಿತಿಯನ್ನು ಪ್ರತ್ಯೇಕವಾಗಿ ನೀಡುವಂತೆ ತಿಳಿಸಿದರು. ಜಿಲ್ಲೆಯಲ್ಲಿರುವ ಒಟ್ಟು ಕೃಷಿ ಪ್ರದೇಶದಲ್ಲಿ ನೀರಾವರಿ, bbox=[370, 1324, 502, 1431]
headline-hasanamba: ಹಾಸನಾಂಬ ಜಾತ್ರಾ ಮಹೋತ್ಸವ:ಒಂದು ತಂಡವಾಗಿ ಅಚ್ಚುಕಟ್ಟಾಗಿ ಕರ್ತವ್ಯ ನಿರ್ವಹಿಸಲು ಸೂಚನೆ bbox=[19, 625, 1493, 706]
column-divider bbox=[772, 1635, 773, 2031]
photo-scouts-stage bbox=[394, 2127, 766, 2244]
article-text: ವೈಚಾರಿಕ ವಾರ್ತೆ,ಹಾಸನ: ಜಿಲ್ಲೆಯಲ್ಲಿ ಮುಂಗಾರು ಮಳೆಯಿಂದ ಹಾನಿಯಾಗಿ ರುವುದಕ್ಕೆ ಪರಿಹಾರ ನೀಡಲು ಸಹಕಾರಿಯಾಗುವಂತೆ ಹಾನಿಯಾಗಿರುವ ಬಗ್ಗೆ ಇಲಾಖಾವಾರು ಮಾಹಿತಿ ತಯಾರಿಸುವಂತೆ ಜಿಲ್ಲಾಧಿಕಾರಿ ಲತಾ ಕುಮಾರಿ ಅವರು ಅಧಿಕಾರಿಗಳಿಗೆ ಸೂಚಿಸಿದ್ದಾರೆ. ಜಿಲ್ಲಾಧಿಕಾರಿ ಕಚೇರಿ ಸಭಾಂಗಣದಲ್ಲಿ ನಡೆದ ಸಭೆಯಲ್ಲಿ ಮಾತನಾಡಿದ ಅವರು ಮುಂದಿನ ದಿನಗಳಲ್ಲಿ ಬೀಳುವ ಮಳೆಯಿಂದ ರೋಗ ಕುರಿತು ಗ್ರಾಮ bbox=[20, 1162, 224, 1284]
article-body bbox=[700, 390, 1116, 603]
article-body bbox=[20, 714, 380, 1062]
column-divider bbox=[386, 1635, 388, 2031]
article-body bbox=[394, 918, 766, 1062]
article-text: ಟೆಂಡರ್ ಡಾಕ್ಯುಮೆಂಟ್ ಅನ್ನು ಸಂಬಂಧಪಟ್ಟ ಅಧಿಕಾರಿಗಳು ಒಮ್ಮೆ ಪರಿಶೀಲನೆ ಮಾಡಿ ಸುರಕ್ಷತೆ ಬಹಳ ಮುಖ್ಯ ಆ ಕಾರಣಕ್ಕೆ ಯಾವುದೇ ಸ್ಥಳದಲ್ಲಿ ಅವಘಡ ಸಂಭವಿಸದಂತೆ ಎಚ್ಚರಿಕೆ ವಹಿಸಬೇಕು ಎಂದು ತಿಳಿಸಿದರು. ಅಂದಾಜು ಒಂದು ದಿನಕ್ಕೆ ಎಷ್ಟು ಜನ ಬರುತ್ತಾರೆ ಎಂಬುದನ್ನು ಪರಿಗಣಿಸಿ ಅಗತ್ಯ ಬ್ಯಾರಿಕೇಡಿಂಗ್ ಸಿದ್ಧತೆಗೆ ಕ್ರಮವಹಿಸುವಂತೆ ಸೂಚಿಸಿದರು. ದೇವಾಲಯದ ಆವರಣದಲ್ಲಿ ಹಾಗೂ ನಗರದ ವೃತ್ತಗಳಲ್ಲಿ ಎಲ್.ಇ.ಡಿ ಮೂಲಕ ನೇರ ಪ್ರಸಾರ ಮಾಡುವ ಸಂದರ್ಭದಲ್ಲಿ ಜನಸಂದಣಿ ಮತ್ತಷ್ಟು ಹೆಚ್ಚಾಗದಂತೆ ಕ್ರಮವಹಿಸುವಂತೆ ಅಧಿಕಾರಿಗಳಿಗೆ ಸೂಚಿಸಿದರು. ವಿಶೇಷ ಚೇತನರಿಗೆ ದೇವಿ ದರ್ಶನಕ್ಕೆ ಅವಕಾಶ ಕಲ್ಪಿಸಿ ಎಂದ ಅವರು ಸುಸಜ್ಜಿತ ಅಂಬ್ಯುಲೆನ್ಸ್ ಪ್ರಥಮ ಚಿಕಿತ್ಸೆಗೆ ಅಗತ್ಯ ಔಷಧಿಗಳು, ತುರ್ತು ಸಂದರ್ಭದಲ್ಲಿ ಅನುಕೂಲವಾಗುವಂತೆ ಬಗ್ಗೆ ವ್ಯವಸ್ಥೆ ಮಾಡಿಕೊಳ್ಳುವಂತೆ ತಿಳಿಸಿದರು. ಪ್ಲಾಸ್ಟಿಕ್ ಬಳಸದಂತೆ ನಿಗಾವಹಿಸಲು ಸೂಚನೆ ನೀಡಿದರು. bbox=[779, 715, 1133, 853]
caption-powerlifting bbox=[1139, 433, 1492, 604]
article-body bbox=[515, 1161, 742, 1530]
article-body bbox=[20, 1161, 224, 1530]
person bbox=[701, 1739, 743, 1883]
headline-top: ಕೊಣನೂರಿನಲ್ಲಿ ಹೋಬಳಿ ಮಟ್ಟದ bbox=[1221, 1571, 1428, 1595]
photo-farmers-group bbox=[1156, 1657, 1493, 1795]
headline-rain-damage: ಮಳೆಯಿಂದ ಹಾನಿ ವರದಿ ತಯಾರಿಸಲು ಸೂಚನೆ bbox=[19, 1084, 740, 1153]
article-body bbox=[20, 1635, 380, 2031]
person bbox=[473, 1745, 521, 1883]
nameboard bbox=[377, 1171, 485, 1205]
page-number-english: Pege-2 bbox=[1374, 13, 1432, 35]
article-text: ತುರ್ತಾಗಿ ಎಚ್ಚರಿಕೆವಹಿಸಿ ತಕ್ಷಣ ಚಿಕಿತ್ಸೆ ನೀಡಿ ಜೀವ ಉಳಿಸಲು ಎಲ್ಲಾ ತಾಲ್ಲೂಕು ಆಸ್ಪತ್ರೆಗಳಲ್ಲಿ ಅಗತ್ಯ ಔಷಧಿಗಳು ಸಿದ್ಧವಿರುವಂತೆ ನೋಡಿಕೊಳ್ಳಬೇಕು. ಖಾಸಗಿ ಆಸ್ಪತ್ರೆಗಳಲ್ಲಿಯೂ ತುರ್ತು ಚಿಕಿತ್ಸೆಗೆ ಅಗತ್ಯ ಸಿದ್ಧತೆ ಮಾಡಿಕೊಳ್ಳುವಂತೆ ಸೂಕ್ತ ಸೂಚನೆ ನೀಡಬೇಕು ಎಂದು ಅಧಿಕಾರಿಗಳಿಗೆ ಮಾಹಿತಿ ನೀಡಿದರು. ಆಕಸ್ಮಿಕ ಸಾವು ಸಂಭವಿಸಿದಾಗ ಸರ್ಕಾರದ ಮಾರ್ಗಸೂಚಿ ಅನ್ವಯ ಕಡ್ಡಾಯವಾಗಿ ಮರಣೋತ್ತರ ಪರೀಕ್ಷೆ ನಡೆಸಿ, ಸಾವಿನ ಕಾರಣದ ನಿಖರತೆ ದಾಖಲಿಸಬೇಕು. ಮೇ.20 ರಿಂದ ಜೂನ್ 20 ವರೆಗೆ ಜಿಲ್ಲೆಯಲ್ಲಿ ಹೃದಯಾಘಾತದಿಂದ ಸಾವಾಗಿದೆ ಎಂದು ಮಾಧ್ಯಮಗಳಲ್ಲಿ bbox=[442, 391, 688, 529]
column-divider bbox=[386, 714, 388, 1062]
column-divider bbox=[434, 170, 436, 602]
person-athlete bbox=[1281, 195, 1353, 363]
